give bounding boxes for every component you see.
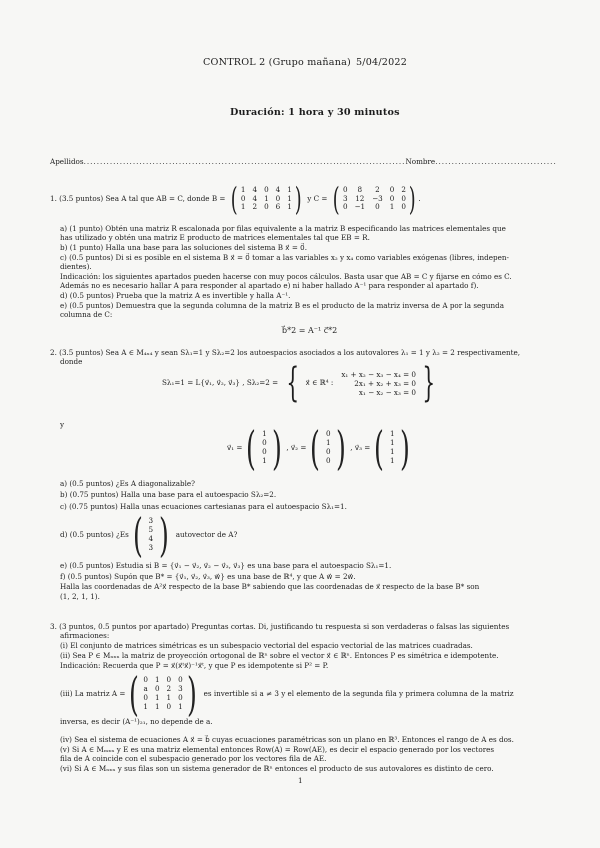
matrix-a-entry: 0 bbox=[178, 675, 183, 685]
q1-intro-text: 1. (3.5 puntos) Sea A tal que AB = C, donde B = bbox=[50, 194, 226, 204]
matrix-a-entry: 0 bbox=[166, 675, 172, 685]
q1-intro: 1. (3.5 puntos) Sea A tal que AB = C, donde B = ( 1 4 0 4 1 0 4 1 0 1 1 2 0 6 1 ) y C = ( 0 8 2 0 2 3 12 −3 0 0 0 −1 0 1 0 ) . bbox=[50, 180, 421, 218]
system-equation: x₁ + x₂ − x₃ − x₄ = 0 bbox=[341, 369, 416, 379]
matrix-b-entry: 1 bbox=[287, 184, 292, 194]
v3-label: , v⃗₃ = bbox=[350, 443, 371, 453]
matrix-b-entry: 4 bbox=[252, 193, 258, 203]
matrix-c-entry: 3 bbox=[342, 193, 348, 203]
matrix-b-entry: 1 bbox=[264, 193, 269, 203]
matrix-a-entry: 0 bbox=[143, 675, 148, 685]
system-equation: 2x₁ + x₂ + x₃ = 0 bbox=[354, 378, 416, 388]
matrix-a-entry: 1 bbox=[154, 701, 160, 711]
q1-a-line2: has utilizado y obtén una matriz E producto de matrices elementales tal que EB = R. bbox=[60, 233, 370, 242]
matrix-b: ( 1 4 0 4 1 0 4 1 0 1 1 2 0 6 1 ) bbox=[231, 180, 302, 218]
q3-iii-line2: inversa, es decir (A⁻¹)₂₁, no depende de a. bbox=[60, 717, 213, 726]
matrix-b-entry: 0 bbox=[275, 193, 281, 203]
matrix-a-entry: 1 bbox=[143, 701, 148, 711]
vector-v2-entry: 0 bbox=[326, 429, 331, 439]
q3-intro-line2: afirmaciones: bbox=[60, 631, 110, 640]
matrix-b-entry: 1 bbox=[240, 202, 246, 212]
matrix-c-entry: 1 bbox=[389, 202, 395, 212]
q2-d-label: d) (0.5 puntos) ¿Es bbox=[60, 530, 129, 540]
q2-d-rest: autovector de A? bbox=[175, 530, 238, 540]
matrix-a-entry: 3 bbox=[178, 684, 183, 694]
q1-e-line1: e) (0.5 puntos) Demuestra que la segunda columna de la matriz B es el producto de la matriz inversa de A por la segunda bbox=[60, 301, 505, 310]
q2-vectors bbox=[227, 421, 414, 475]
vector-v1-entry: 0 bbox=[262, 447, 267, 456]
matrix-b-entry: 2 bbox=[252, 202, 258, 212]
matrix-a-entry: 1 bbox=[166, 693, 172, 702]
q2-c: c) (0.75 puntos) Halla unas ecuaciones cartesianas para el autoespacio Sλ₁=1. bbox=[60, 502, 347, 511]
vector-d: ( 3 5 4 3 ) bbox=[132, 508, 169, 562]
q2-s1-definition: Sλ₁=1 = L{v⃗₁, v⃗₂, v⃗₃} , Sλ₂=2 = bbox=[162, 378, 279, 388]
exam-date: 5/04/2022 bbox=[356, 57, 407, 68]
matrix-a-entry: 0 bbox=[154, 684, 160, 694]
q1-indication-line2: Además no es necesario hallar A para responder al apartado e) ni haber hallado A⁻¹ para responder al apartado f). bbox=[60, 281, 479, 290]
matrix-b-entry: 4 bbox=[252, 184, 258, 194]
v1-label: v⃗₁ = bbox=[227, 443, 243, 453]
vector-v3-entry: 1 bbox=[389, 429, 395, 439]
v2-label: , v⃗₂ = bbox=[286, 443, 307, 453]
matrix-a-entry: 2 bbox=[166, 684, 172, 694]
q2-e: e) (0.5 puntos) Estudia si B = {v⃗₁ − v⃗₂, v⃗₂ − v⃗₃, v⃗₃} es una base para el autoespacio Sλ₁=1. bbox=[60, 561, 392, 570]
vector-v1-entry: 1 bbox=[262, 429, 267, 439]
q2-system-equations bbox=[341, 370, 416, 397]
matrix-b-entry: 1 bbox=[240, 184, 246, 194]
vector-v1: ( 1 0 0 1 ) bbox=[246, 421, 283, 475]
apellidos-label: Apellidos bbox=[50, 157, 84, 166]
q1-c-line1: c) (0.5 puntos) Di si es posible en el sistema B x⃗ = 0⃗ tomar a las variables x₂ y x₄ como variables exógenas (libres, indepen- bbox=[60, 253, 509, 262]
system-equation: x₁ − x₂ − x₃ = 0 bbox=[358, 387, 416, 397]
matrix-c-entry: 12 bbox=[355, 193, 365, 203]
vector-v2-entry: 1 bbox=[326, 438, 331, 448]
vector-v3-entry: 1 bbox=[389, 455, 395, 465]
q2-subspace-definition: Sλ₁=1 = L{v⃗₁, v⃗₂, v⃗₃} , Sλ₂=2 = { x⃗ ∈ ℝ⁴ : x₁ + x₂ − x₃ − x₄ = 0 2x₁ + x₂ + x₃ = 0 x₁ − x₂ − x₃ = 0 } bbox=[162, 360, 436, 406]
vector-v2: ( 0 1 0 0 ) bbox=[310, 421, 347, 475]
vector-d-entry: 4 bbox=[148, 534, 154, 543]
matrix-c-entry: 2 bbox=[401, 184, 406, 194]
vector-v2-entry: 0 bbox=[326, 447, 331, 456]
matrix-a-entry: 1 bbox=[154, 693, 160, 702]
matrix-c-entry: 0 bbox=[389, 184, 395, 194]
matrix-b-entry: 1 bbox=[287, 202, 292, 212]
vector-v2-entry: 0 bbox=[326, 455, 331, 465]
nombre-label: Nombre bbox=[405, 157, 436, 166]
matrix-c-entry: 0 bbox=[401, 193, 406, 203]
q3-intro-line1: 3. (3 puntos, 0.5 puntos por apartado) Preguntas cortas. Di, justificando tu respuesta si son verdaderas o falsas las siguientes bbox=[50, 622, 510, 631]
matrix-a-entry: a bbox=[143, 684, 148, 694]
q3-vi: (vi) Si A ∈ Mₙₓₙ y sus filas son un sistema generador de ℝⁿ entonces el producto de sus autovalores es distinto de cero. bbox=[60, 764, 494, 773]
q3-v-line2: fila de A coincide con el subespacio generado por los vectores fila de AE. bbox=[60, 754, 327, 763]
q3-i: (i) El conjunto de matrices simétricas es un subespacio vectorial del espacio vectorial de las matrices cuadradas. bbox=[60, 641, 473, 650]
q1-formula: b⃗*2 = A⁻¹ c⃗*2 bbox=[282, 326, 338, 335]
q2-f-line1: f) (0.5 puntos) Supón que B* = {v⃗₁, v⃗₂, v⃗₃, w⃗} es una base de ℝ⁴, y que A w⃗ = 2w⃗. bbox=[60, 572, 356, 581]
q1-b: b) (1 punto) Halla una base para las soluciones del sistema B x⃗ = 0⃗. bbox=[60, 243, 307, 252]
matrix-a-entry: 1 bbox=[178, 701, 183, 711]
q1-e-line2: columna de C: bbox=[60, 310, 113, 319]
vector-d-entry: 5 bbox=[148, 525, 154, 535]
q2-intro-line2: donde bbox=[60, 357, 83, 366]
matrix-c-entry: 2 bbox=[375, 184, 380, 194]
matrix-a-entry: 1 bbox=[154, 675, 160, 685]
matrix-b-entry: 0 bbox=[240, 193, 246, 203]
matrix-c-entry: 0 bbox=[342, 202, 348, 212]
q3-indication: Indicación: Recuerda que P = x⃗(x⃗ᵗx⃗)⁻¹x⃗ᵗ, y que P es idempotente si P² = P. bbox=[60, 661, 329, 670]
matrix-a: ( 0 1 0 0 a 0 2 3 0 1 1 0 1 1 0 1 ) bbox=[129, 667, 197, 721]
matrix-a-entry: 0 bbox=[166, 701, 172, 711]
apellidos-field: Apellidos..................................................................................................Nombre..................................... bbox=[50, 157, 557, 166]
q2-a: a) (0.5 puntos) ¿Es A diagonalizable? bbox=[60, 479, 195, 488]
matrix-a-entry: 0 bbox=[178, 693, 183, 702]
matrix-c-entry: 0 bbox=[401, 202, 406, 212]
matrix-b-entry: 0 bbox=[264, 202, 269, 212]
q2-b: b) (0.75 puntos) Halla una base para el autoespacio Sλ₂=2. bbox=[60, 490, 277, 499]
matrix-c-entry: 0 bbox=[375, 202, 380, 212]
vector-v1-entry: 1 bbox=[262, 455, 267, 465]
matrix-a-entry: 0 bbox=[143, 693, 148, 702]
q2-y-word: y bbox=[60, 420, 65, 429]
vector-d-entry: 3 bbox=[148, 516, 154, 526]
matrix-c-entry: 0 bbox=[389, 193, 395, 203]
vector-v1-entry: 0 bbox=[262, 438, 267, 448]
q1-d: d) (0.5 puntos) Prueba que la matriz A es invertible y halla A⁻¹. bbox=[60, 291, 291, 300]
q3-iii-rest: es invertible si a ≠ 3 y el elemento de la segunda fila y primera columna de la matriz bbox=[203, 689, 514, 699]
matrix-b-entry: 0 bbox=[264, 184, 269, 194]
matrix-c-entry: −3 bbox=[372, 193, 383, 203]
q1-a-line1: a) (1 punto) Obtén una matriz R escalonada por filas equivalente a la matriz B especificando las matrices elementales que bbox=[60, 224, 506, 233]
q2-f-line3: (1, 2, 1, 1). bbox=[60, 592, 100, 601]
q3-iii bbox=[60, 667, 514, 721]
matrix-b-entry: 6 bbox=[275, 202, 281, 212]
q2-intro-line1: 2. (3.5 puntos) Sea A ∈ M₄ₓ₄ y sean Sλ₁=1 y Sλ₂=2 los autoespacios asociados a los autovalores λ₁ = 1 y λ₂ = 2 respectivamente, bbox=[50, 348, 521, 357]
page-number: 1 bbox=[298, 776, 303, 785]
matrix-c-entry: 8 bbox=[357, 184, 363, 194]
q1-indication-line1: Indicación: los siguientes apartados pueden hacerse con muy pocos cálculos. Basta usar que AB = C y fijarse en cómo es C. bbox=[60, 272, 512, 281]
q2-f-line2: Halla las coordenadas de A²x⃗ respecto de la base B* sabiendo que las coordenadas de x⃗ respecto de la base B* son bbox=[60, 582, 480, 591]
matrix-c-entry: −1 bbox=[354, 202, 366, 212]
vector-v3: ( 1 1 1 1 ) bbox=[374, 421, 411, 475]
q1-c-line2: dientes). bbox=[60, 262, 92, 271]
q3-iii-label: (iii) La matriz A = bbox=[60, 689, 126, 699]
q3-iv: (iv) Sea el sistema de ecuaciones A x⃗ = b⃗ cuyas ecuaciones paramétricas son un plano en ℝ³. Entonces el rango de A es dos. bbox=[60, 735, 514, 744]
exam-duration: Duración: 1 hora y 30 minutos bbox=[230, 107, 400, 118]
q1-intro-mid: y C = bbox=[307, 194, 328, 204]
q2-d bbox=[60, 508, 238, 562]
matrix-c-entry: 0 bbox=[342, 184, 348, 194]
matrix-c: ( 0 8 2 0 2 3 12 −3 0 0 0 −1 0 1 0 ) bbox=[333, 180, 416, 218]
vector-d-entry: 3 bbox=[148, 542, 154, 552]
matrix-b-entry: 4 bbox=[275, 184, 281, 194]
q2-set-start: x⃗ ∈ ℝ⁴ : bbox=[305, 378, 334, 388]
exam-title: CONTROL 2 (Grupo mañana) bbox=[203, 57, 351, 68]
q3-ii: (ii) Sea P ∈ Mₙₓₙ la matriz de proyección ortogonal de ℝⁿ sobre el vector x⃗ ∈ ℝⁿ. Entonces P es simétrica e idempotente. bbox=[60, 651, 499, 660]
matrix-b-entry: 1 bbox=[287, 193, 292, 203]
vector-v3-entry: 1 bbox=[389, 438, 395, 448]
vector-v3-entry: 1 bbox=[389, 447, 395, 456]
q3-v-line1: (v) Si A ∈ Mₘₓₙ y E es una matriz elemental entonces Row(A) = Row(AE), es decir el espacio generado por los vectores bbox=[60, 745, 495, 754]
